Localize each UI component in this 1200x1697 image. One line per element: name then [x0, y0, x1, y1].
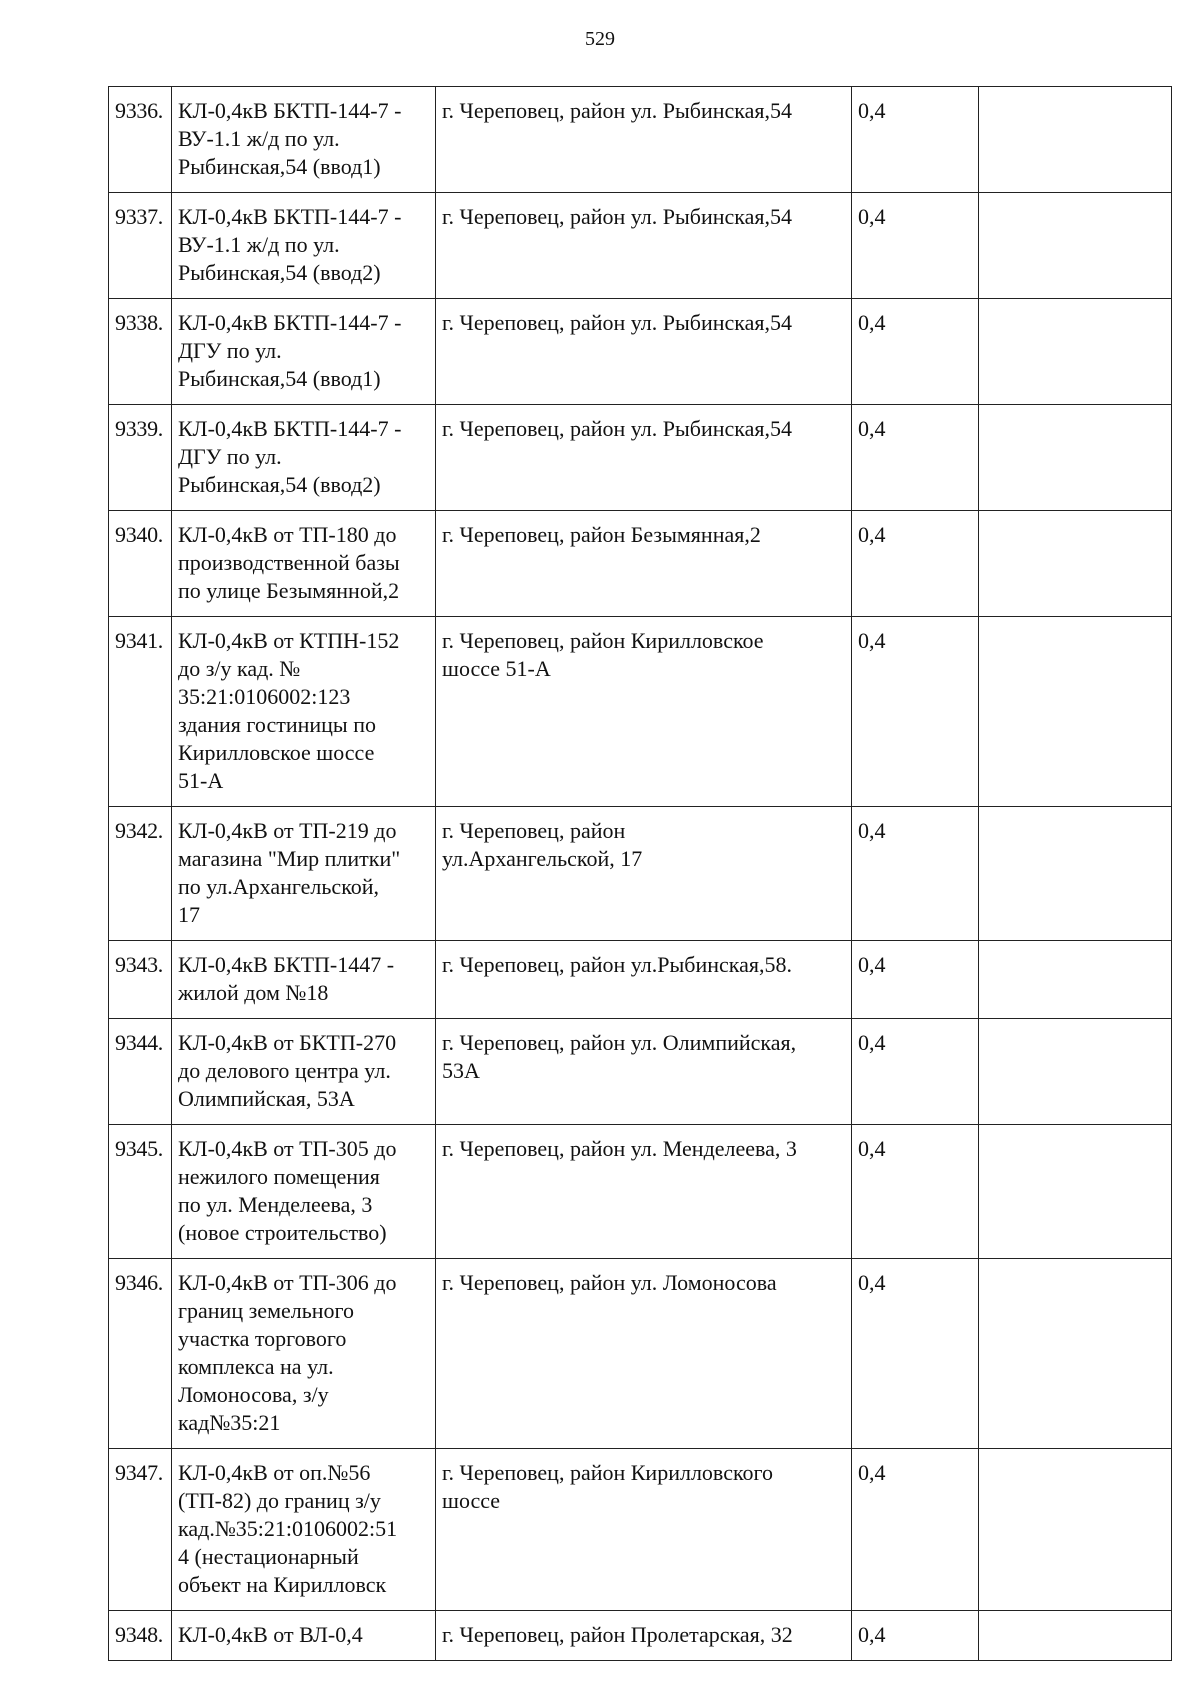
- extra-cell: [979, 511, 1172, 617]
- table-row: [109, 193, 1172, 299]
- extra-cell: [979, 1611, 1172, 1661]
- extra-cell: [979, 193, 1172, 299]
- row-number-cell: 9338.: [109, 299, 172, 405]
- table-row: [109, 1611, 1172, 1661]
- extra-cell: [979, 1019, 1172, 1125]
- address-cell: г. Череповец, район Безымянная,2: [436, 511, 852, 617]
- voltage-cell: 0,4: [852, 941, 979, 1019]
- address-cell: г. Череповец, район ул. Рыбинская,54: [436, 405, 852, 511]
- address-cell: г. Череповец, район ул. Рыбинская,54: [436, 193, 852, 299]
- address-cell: г. Череповец, район ул. Ломоносова: [436, 1259, 852, 1449]
- address-cell: г. Череповец, район Кирилловского шоссе: [436, 1449, 852, 1611]
- row-number-cell: 9342.: [109, 807, 172, 941]
- extra-cell: [979, 1259, 1172, 1449]
- row-number-cell: 9344.: [109, 1019, 172, 1125]
- object-name-cell: КЛ-0,4кВ от ТП-305 до нежилого помещения по ул. Менделеева, 3 (новое строительство): [172, 1125, 436, 1259]
- row-number-cell: 9337.: [109, 193, 172, 299]
- table-row: [109, 511, 1172, 617]
- table-row: [109, 807, 1172, 941]
- extra-cell: [979, 1449, 1172, 1611]
- address-cell: г. Череповец, район ул. Олимпийская, 53А: [436, 1019, 852, 1125]
- address-cell: г. Череповец, район ул. Рыбинская,54: [436, 87, 852, 193]
- extra-cell: [979, 299, 1172, 405]
- address-cell: г. Череповец, район Кирилловское шоссе 51-А: [436, 617, 852, 807]
- object-name-cell: КЛ-0,4кВ БКТП-144-7 - ДГУ по ул. Рыбинская,54 (ввод2): [172, 405, 436, 511]
- voltage-cell: 0,4: [852, 193, 979, 299]
- table-row: [109, 1125, 1172, 1259]
- object-name-cell: КЛ-0,4кВ БКТП-144-7 - ДГУ по ул. Рыбинская,54 (ввод1): [172, 299, 436, 405]
- table-row: [109, 941, 1172, 1019]
- table-row: [109, 1259, 1172, 1449]
- voltage-cell: 0,4: [852, 511, 979, 617]
- address-cell: г. Череповец, район ул. Менделеева, 3: [436, 1125, 852, 1259]
- extra-cell: [979, 405, 1172, 511]
- object-name-cell: КЛ-0,4кВ БКТП-144-7 - ВУ-1.1 ж/д по ул. Рыбинская,54 (ввод1): [172, 87, 436, 193]
- object-name-cell: КЛ-0,4кВ от ТП-306 до границ земельного участка торгового комплекса на ул. Ломоносова, з/у кад№35:21: [172, 1259, 436, 1449]
- address-cell: г. Череповец, район ул.Архангельской, 17: [436, 807, 852, 941]
- table-row: [109, 617, 1172, 807]
- voltage-cell: 0,4: [852, 405, 979, 511]
- extra-cell: [979, 941, 1172, 1019]
- row-number-cell: 9336.: [109, 87, 172, 193]
- row-number-cell: 9346.: [109, 1259, 172, 1449]
- object-name-cell: КЛ-0,4кВ от ТП-219 до магазина "Мир плитки" по ул.Архангельской, 17: [172, 807, 436, 941]
- voltage-cell: 0,4: [852, 299, 979, 405]
- row-number-cell: 9343.: [109, 941, 172, 1019]
- voltage-cell: 0,4: [852, 1019, 979, 1125]
- page-number: 529: [585, 28, 615, 50]
- object-name-cell: КЛ-0,4кВ от ТП-180 до производственной базы по улице Безымянной,2: [172, 511, 436, 617]
- row-number-cell: 9347.: [109, 1449, 172, 1611]
- extra-cell: [979, 617, 1172, 807]
- voltage-cell: 0,4: [852, 1259, 979, 1449]
- object-name-cell: КЛ-0,4кВ от ВЛ-0,4: [172, 1611, 436, 1661]
- object-name-cell: КЛ-0,4кВ БКТП-144-7 - ВУ-1.1 ж/д по ул. Рыбинская,54 (ввод2): [172, 193, 436, 299]
- table-row: [109, 1019, 1172, 1125]
- table-row: [109, 1449, 1172, 1611]
- row-number-cell: 9345.: [109, 1125, 172, 1259]
- row-number-cell: 9340.: [109, 511, 172, 617]
- object-name-cell: КЛ-0,4кВ БКТП-1447 - жилой дом №18: [172, 941, 436, 1019]
- voltage-cell: 0,4: [852, 87, 979, 193]
- object-name-cell: КЛ-0,4кВ от КТПН-152 до з/у кад. № 35:21:0106002:123 здания гостиницы по Кирилловское шоссе 51-А: [172, 617, 436, 807]
- address-cell: г. Череповец, район ул. Рыбинская,54: [436, 299, 852, 405]
- voltage-cell: 0,4: [852, 1449, 979, 1611]
- address-cell: г. Череповец, район ул.Рыбинская,58.: [436, 941, 852, 1019]
- extra-cell: [979, 1125, 1172, 1259]
- table-row: [109, 87, 1172, 193]
- voltage-cell: 0,4: [852, 807, 979, 941]
- object-name-cell: КЛ-0,4кВ от БКТП-270 до делового центра ул. Олимпийская, 53А: [172, 1019, 436, 1125]
- row-number-cell: 9339.: [109, 405, 172, 511]
- table-row: [109, 299, 1172, 405]
- registry-table-body: [109, 87, 1172, 1661]
- voltage-cell: 0,4: [852, 1611, 979, 1661]
- extra-cell: [979, 807, 1172, 941]
- voltage-cell: 0,4: [852, 617, 979, 807]
- row-number-cell: 9341.: [109, 617, 172, 807]
- table-row: [109, 405, 1172, 511]
- object-name-cell: КЛ-0,4кВ от оп.№56 (ТП-82) до границ з/у кад.№35:21:0106002:51 4 (нестационарный объект на Кирилловск: [172, 1449, 436, 1611]
- extra-cell: [979, 87, 1172, 193]
- voltage-cell: 0,4: [852, 1125, 979, 1259]
- row-number-cell: 9348.: [109, 1611, 172, 1661]
- address-cell: г. Череповец, район Пролетарская, 32: [436, 1611, 852, 1661]
- registry-table: [108, 86, 1172, 1661]
